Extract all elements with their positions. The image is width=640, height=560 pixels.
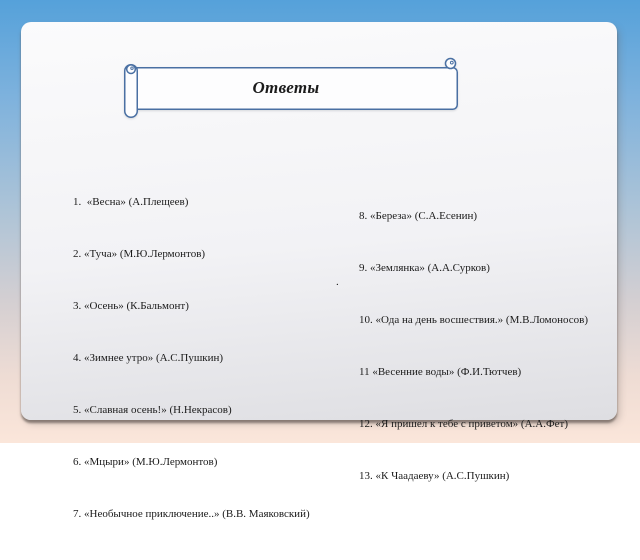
answer-item-3: 3. «Осень» (К.Бальмонт) <box>73 300 189 312</box>
slide <box>21 22 617 520</box>
answer-item-2: 2. «Туча» (М.Ю.Лермонтов) <box>73 248 206 260</box>
answer-item-10: 10. «Ода на день восшествия.» (М.В.Ломоносов) <box>359 314 589 326</box>
answer-item-6: 6. «Мцыри» (М.Ю.Лермонтов) <box>73 456 218 468</box>
answer-item-11: 11 «Весенние воды» (Ф.И.Тютчев) <box>359 366 522 378</box>
stray-period: . <box>336 276 339 288</box>
answer-item-1: 1. «Весна» (А.Плещеев) <box>73 196 189 208</box>
answer-item-4: 4. «Зимнее утро» (А.С.Пушкин) <box>73 352 224 364</box>
slide-title: Ответы <box>252 78 320 97</box>
answers-right-column <box>359 186 621 522</box>
answer-item-13: 13. «К Чаадаеву» (А.С.Пушкин) <box>359 470 510 482</box>
answer-item-5: 5. «Славная осень!» (Н.Некрасов) <box>73 404 232 416</box>
answers-left-column <box>73 172 353 560</box>
answer-item-7: 7. «Необычное приключение..» (В.В. Маяковский) <box>73 508 310 520</box>
answer-item-8: 8. «Береза» (С.А.Есенин) <box>359 210 478 222</box>
title-scroll-banner <box>121 54 466 124</box>
answer-item-9: 9. «Землянка» (А.А.Сурков) <box>359 262 490 274</box>
answer-item-12: 12. «Я пришел к тебе с приветом» (А.А.Фет) <box>359 418 568 430</box>
